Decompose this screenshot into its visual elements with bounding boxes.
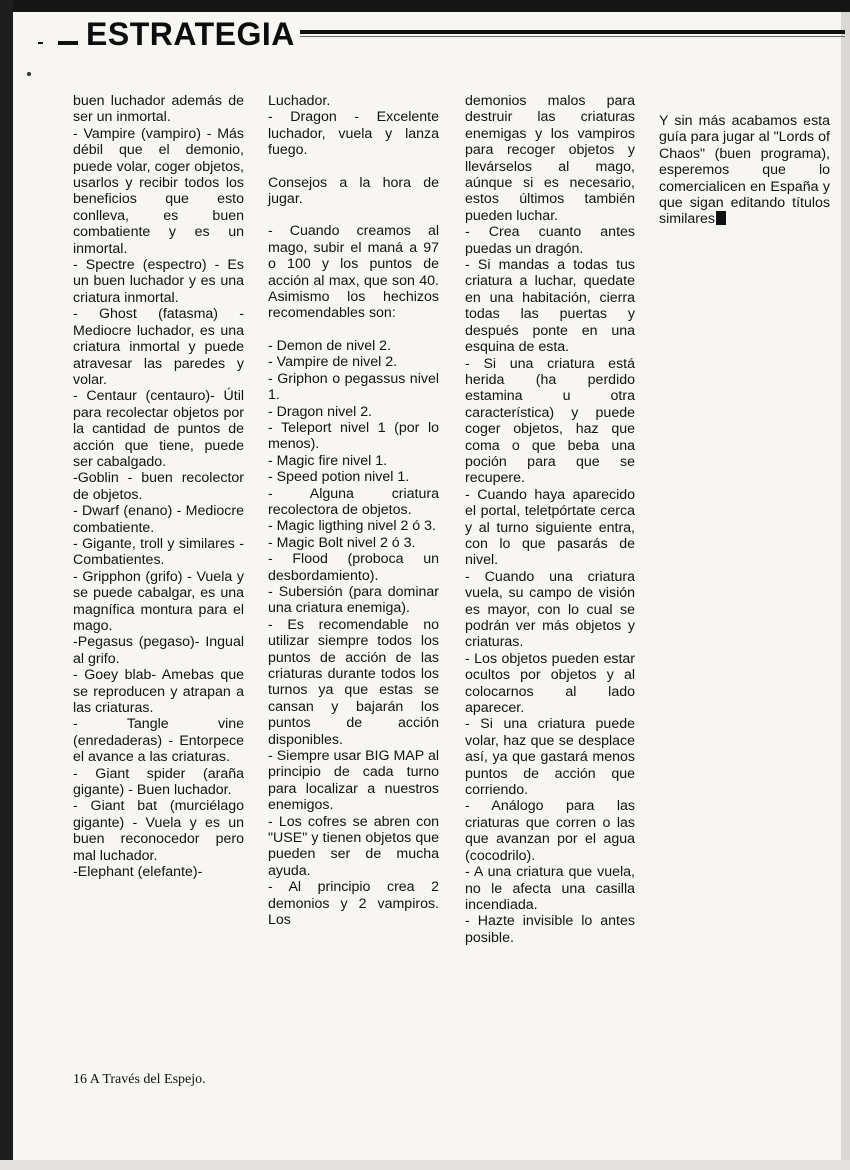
article-paragraph: - Giant bat (murciélago gigante) - Vuela y es un buen reconocedor pero mal luchador. (73, 798, 244, 864)
text-column-4 (659, 113, 830, 228)
article-paragraph: - Teleport nivel 1 (por lo menos). (268, 419, 439, 453)
article-paragraph: - Giant spider (araña gigante) - Buen luchador. (73, 765, 244, 799)
article-paragraph: - Goey blab- Amebas que se reproducen y atrapan a las criaturas. (73, 667, 244, 717)
article-paragraph: - Análogo para las criaturas que corren o las que avanzan por el agua (cocodrilo). (465, 798, 635, 864)
article-paragraph: - Los objetos pueden estar ocultos por objetos y al colocarnos al lado aparecer. (465, 650, 635, 717)
article-paragraph: - A una criatura que vuela, no le afecta una casilla incendiada. (465, 864, 635, 913)
article-paragraph: - Dwarf (enano) - Mediocre combatiente. (73, 503, 244, 536)
text-column-1 (73, 93, 244, 881)
article-paragraph: - Spectre (espectro) - Es un buen luchador y es una criatura inmortal. (73, 257, 244, 306)
paragraph-gap (268, 207, 439, 223)
article-paragraph: - Centaur (centauro)- Útil para recolectar objetos por la cantidad de puntos de acción que tiene, puede ser cabalgado. (73, 388, 244, 470)
article-paragraph: Luchador. (268, 93, 331, 109)
scan-right-edge (841, 12, 850, 1170)
article-paragraph: - Magic fire nivel 1. (268, 452, 388, 469)
article-paragraph: - Speed potion nivel 1. (268, 469, 410, 486)
article-paragraph: - Vampire de nivel 2. (268, 354, 398, 371)
article-paragraph: - Cuando creamos al mago, subir el maná a 97 o 100 y los puntos de acción al max, que son 40. Asimismo los hechizos recomendables son: (268, 223, 439, 322)
section-header (28, 12, 843, 52)
article-paragraph: - Dragon nivel 2. (268, 403, 373, 420)
article-paragraph: buen luchador además de ser un inmortal. (73, 93, 244, 126)
article-paragraph: - Gigante, troll y similares - Combatientes. (73, 535, 244, 569)
page-footer: 16 A Través del Espejo. (73, 1072, 206, 1087)
header-rule (300, 30, 845, 34)
article-paragraph: - Al principio crea 2 demonios y 2 vampiros. Los (268, 879, 439, 929)
scan-bottom-edge (0, 1160, 850, 1170)
header-small-dash (38, 42, 43, 44)
paragraph-gap (268, 159, 439, 175)
article-paragraph: Consejos a la hora de jugar. (268, 174, 439, 208)
article-paragraph: - Es recomendable no utilizar siempre todos los puntos de acción de las criaturas durante todos los turnos ya que estas se cansan y bajarán los puntos de acción disponibles. (268, 616, 439, 748)
article-paragraph: - Subersión (para dominar una criatura enemiga). (268, 583, 439, 617)
article-paragraph: Y sin más acabamos esta guía para jugar al "Lords of Chaos" (buen programa), esperemos que lo comercialicen en España y que sigan editando títulos similares (659, 113, 830, 228)
article-paragraph: - Vampire (vampiro) - Más débil que el demonio, puede volar, coger objetos, usarlos y recibir todos los beneficios que esto conlleva, es buen combatiente y es un inmortal. (73, 125, 244, 257)
article-paragraph: -Pegasus (pegaso)- Ingual al grifo. (73, 634, 244, 667)
article-paragraph: -Goblin - buen recolector de objetos. (73, 470, 244, 503)
article-paragraph: - Ghost (fatasma) - Mediocre luchador, es una criatura inmortal y puede atravesar las paredes y volar. (73, 306, 244, 388)
article-paragraph: - Griphon o pegassus nivel 1. (268, 370, 439, 404)
article-paragraph: - Tangle vine (enredaderas) - Entorpece el avance a las criaturas. (73, 716, 244, 766)
article-paragraph: - Si una criatura puede volar, haz que se desplace así, ya que gastará menos puntos de acción que corriendo. (465, 716, 635, 799)
paragraph-gap (268, 322, 439, 338)
article-paragraph: - Alguna criatura recolectora de objetos. (268, 485, 439, 518)
article-paragraph: - Crea cuanto antes puedas un dragón. (465, 224, 635, 257)
article-paragraph: - Flood (proboca un desbordamiento). (268, 551, 439, 584)
text-column-3 (465, 93, 635, 946)
article-paragraph: - Los cofres se abren con "USE" y tienen objetos que pueden ser de mucha ayuda. (268, 813, 439, 879)
section-title: ESTRATEGIA (86, 16, 295, 52)
scan-speck (27, 72, 31, 76)
end-of-article-mark (716, 211, 726, 225)
article-paragraph: - Cuando haya aparecido el portal, teletpórtate cerca y al turno siguiente entra, con lo que pasarás de nivel. (465, 486, 635, 569)
text-column-2 (268, 93, 439, 929)
scan-top-border (0, 0, 850, 12)
article-paragraph: - Dragon - Excelente luchador, vuela y lanza fuego. (268, 109, 439, 159)
article-paragraph: - Hazte invisible lo antes posible. (465, 913, 635, 946)
article-paragraph: - Siempre usar BIG MAP al principio de cada turno para localizar a nuestros enemigos. (268, 748, 439, 814)
article-paragraph: -Elephant (elefante)- (73, 864, 203, 881)
article-paragraph: - Cuando una criatura vuela, su campo de visión es mayor, con lo cual se podrán ver más objetos y criaturas. (465, 568, 635, 651)
article-paragraph: - Magic ligthing nivel 2 ó 3. (268, 518, 436, 535)
article-paragraph: demonios malos para destruir las criaturas enemigas y los vampiros para recoger objetos y llevárselos al mago, aúnque si es necesario, estos últimos también pueden luchar. (465, 93, 635, 224)
article-paragraph: - Magic Bolt nivel 2 ó 3. (268, 534, 416, 551)
article-paragraph: - Gripphon (grifo) - Vuela y se puede cabalgar, es una magnífica montura para el mago. (73, 568, 244, 634)
article-paragraph: - Si una criatura está herida (ha perdido estamina u otra característica) y puede coger objetos, haz que coma o que beba una poción para que se recupere. (465, 355, 635, 487)
header-dash (58, 41, 78, 45)
header-rule-thin (300, 36, 845, 37)
article-paragraph: - Demon de nivel 2. (268, 337, 392, 354)
article-paragraph: - Si mandas a todas tus criatura a luchar, quedate en una habitación, cierra todas las puertas y después ponte en una esquina de esta. (465, 257, 635, 356)
scan-left-border (0, 0, 13, 1170)
